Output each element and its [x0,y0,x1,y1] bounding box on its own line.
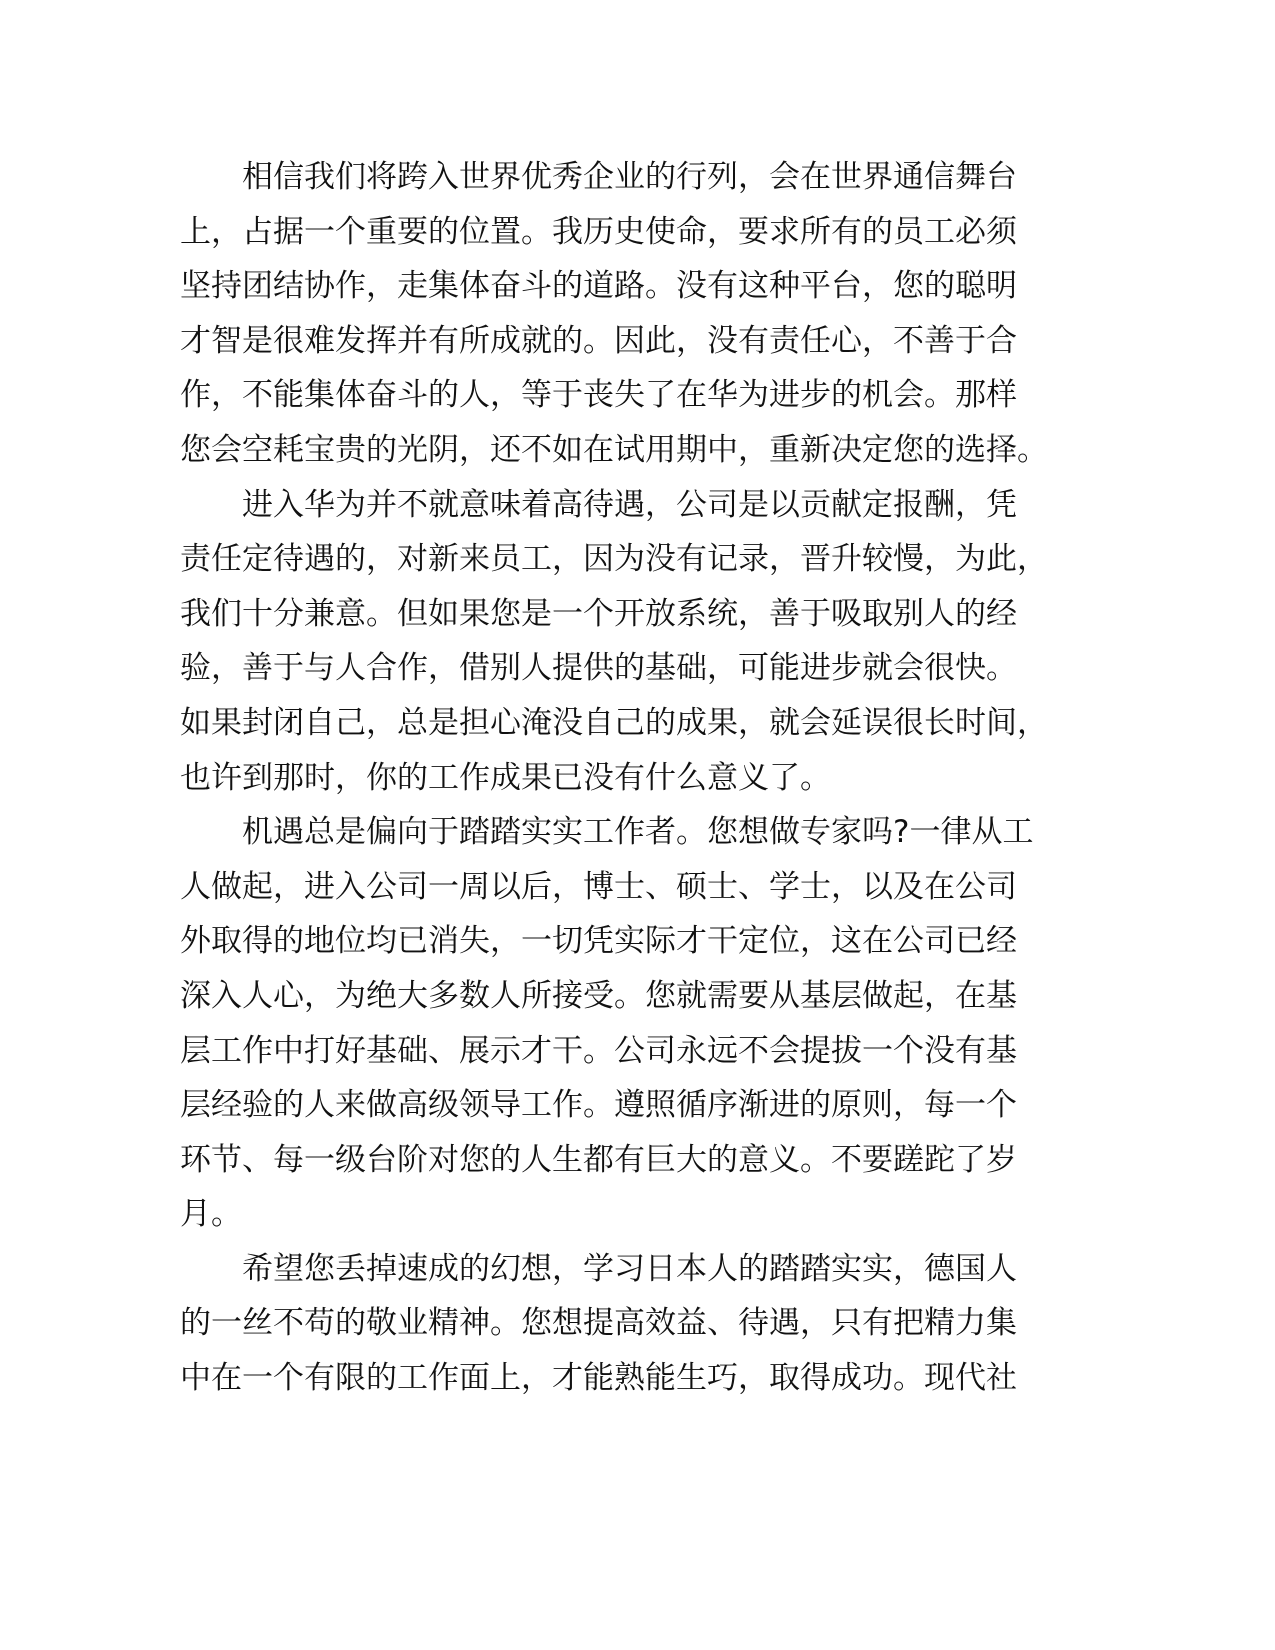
paragraph-line: 月。 [180,1196,242,1233]
paragraph-line: 深入人心，为绝大多数人所接受。您就需要从基层做起，在基 [180,977,1017,1014]
paragraph-line: 坚持团结协作，走集体奋斗的道路。没有这种平台，您的聪明 [180,268,1017,305]
paragraph-line: 进入华为并不就意味着高待遇，公司是以贡献定报酬，凭 [242,486,1017,523]
paragraph-line: 机遇总是偏向于踏踏实实工作者。您想做专家吗?一律从工 [242,814,1034,851]
paragraph-line: 验，善于与人合作，借别人提供的基础，可能进步就会很快。 [180,650,1017,687]
paragraph-line: 如果封闭自己，总是担心淹没自己的成果，就会延误很长时间， [180,704,1048,741]
paragraph-line: 层经验的人来做高级领导工作。遵照循序渐进的原则，每一个 [180,1087,1017,1124]
paragraph-line: 相信我们将跨入世界优秀企业的行列，会在世界通信舞台 [242,159,1017,195]
paragraph-line: 您会空耗宝贵的光阴，还不如在试用期中，重新决定您的选择。 [180,431,1048,468]
paragraph-line: 人做起，进入公司一周以后，博士、硕士、学士，以及在公司 [180,868,1017,905]
paragraph-line: 才智是很难发挥并有所成就的。因此，没有责任心，不善于合 [180,322,1017,359]
paragraph-line: 中在一个有限的工作面上，才能熟能生巧，取得成功。现代社 [180,1360,1017,1397]
paragraph-line: 责任定待遇的，对新来员工，因为没有记录，晋升较慢，为此， [180,541,1048,578]
paragraph-line: 层工作中打好基础、展示才干。公司永远不会提拔一个没有基 [180,1032,1017,1069]
paragraph-line: 的一丝不苟的敬业精神。您想提高效益、待遇，只有把精力集 [180,1305,1017,1342]
paragraph-line: 我们十分兼意。但如果您是一个开放系统，善于吸取别人的经 [180,595,1017,632]
paragraph-line: 也许到那时，你的工作成果已没有什么意义了。 [180,759,831,796]
paragraph-line: 上，占据一个重要的位置。我历史使命，要求所有的员工必须 [180,213,1017,250]
document-page [180,150,1048,1406]
paragraph-line: 环节、每一级台阶对您的人生都有巨大的意义。不要蹉跎了岁 [180,1141,1017,1178]
paragraph-line: 作，不能集体奋斗的人，等于丧失了在华为进步的机会。那样 [180,377,1017,414]
paragraph-line: 外取得的地位均已消失，一切凭实际才干定位，这在公司已经 [180,923,1017,960]
paragraph-line: 希望您丢掉速成的幻想，学习日本人的踏踏实实，德国人 [242,1250,1017,1287]
